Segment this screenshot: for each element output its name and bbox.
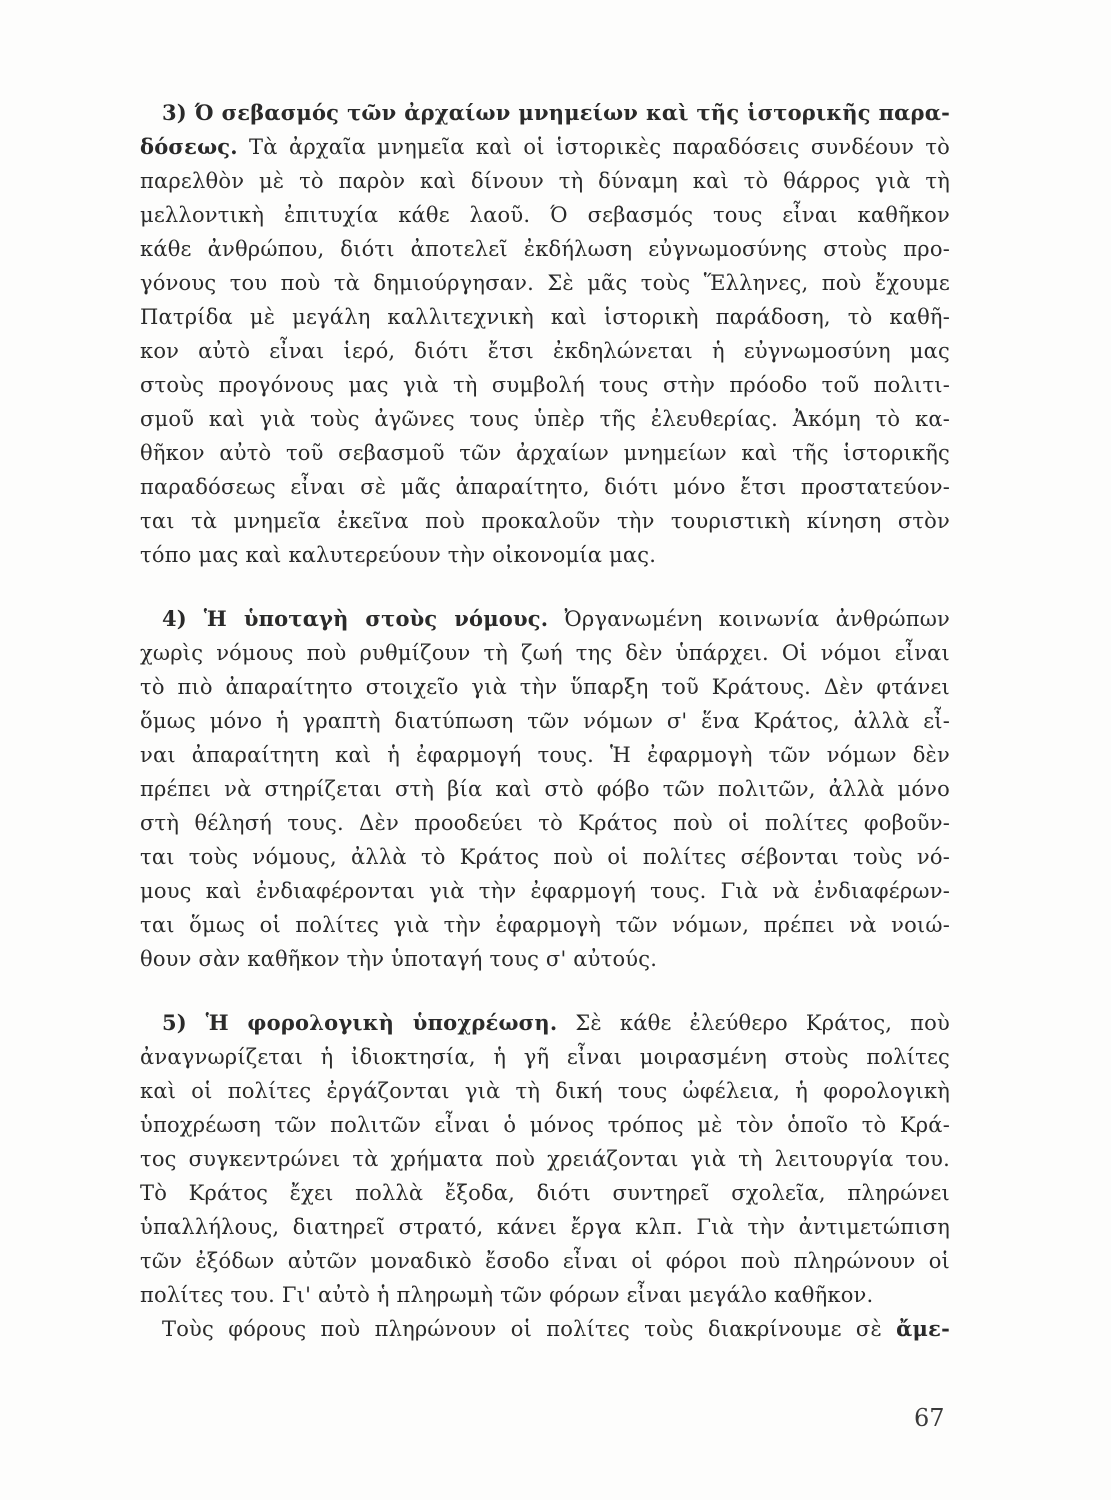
text-line — [140, 1142, 950, 1176]
body-text-segment: τῶν ἐξόδων αὐτῶν μοναδικὸ ἔσοδο εἶναι οἱ φόροι ποὺ πληρώνουν οἱ — [140, 1249, 950, 1273]
text-line — [140, 232, 950, 266]
body-text-segment: ὑπαλλήλους, διατηρεῖ στρατό, κάνει ἔργα κλπ. Γιὰ τὴν ἀντιμετώπιση — [140, 1215, 950, 1239]
text-line — [140, 300, 950, 334]
body-text-segment: στοὺς προγόνους μας γιὰ τὴ συμβολή τους στὴν πρόοδο τοῦ πολιτι- — [140, 373, 950, 397]
page-number: 67 — [914, 1404, 945, 1432]
text-line — [140, 402, 950, 436]
text-line — [140, 670, 950, 704]
text-line — [140, 1312, 950, 1346]
section-3 — [140, 96, 950, 572]
body-text-segment: ὅμως μόνο ἡ γραπτὴ διατύπωση τῶν νόμων σ' ἕνα Κράτος, ἀλλὰ εἶ- — [140, 709, 950, 733]
body-text-segment: Ὀργανωμένη κοινωνία ἀνθρώπων — [548, 607, 950, 631]
text-line — [140, 840, 950, 874]
body-text-segment: ὑποχρέωση τῶν πολιτῶν εἶναι ὁ μόνος τρόπος μὲ τὸν ὁποῖο τὸ Κρά- — [140, 1113, 950, 1137]
body-text-segment: ται τοὺς νόμους, ἀλλὰ τὸ Κράτος ποὺ οἱ πολίτες σέβονται τοὺς νό- — [140, 845, 950, 869]
body-text-segment: καὶ οἱ πολίτες ἐργάζονται γιὰ τὴ δική τους ὠφέλεια, ἡ φορολογικὴ — [140, 1079, 950, 1103]
body-text-segment: θουν σὰν καθῆκον τὴν ὑποταγή τους σ' αὐτούς. — [140, 947, 658, 971]
section-5 — [140, 1006, 950, 1346]
body-text-segment: ται ὅμως οἱ πολίτες γιὰ τὴν ἐφαρμογὴ τῶν νόμων, πρέπει νὰ νοιώ- — [140, 913, 950, 937]
body-text-segment: σμοῦ καὶ γιὰ τοὺς ἀγῶνες τους ὑπὲρ τῆς ἐλευθερίας. Ἀκόμη τὸ κα- — [140, 407, 950, 431]
body-text-segment: χωρὶς νόμους ποὺ ρυθμίζουν τὴ ζωή της δὲν ὑπάρχει. Οἱ νόμοι εἶναι — [140, 641, 950, 665]
text-line — [140, 806, 950, 840]
section-gap — [140, 976, 950, 1006]
bold-heading-text: ἄμε- — [896, 1316, 950, 1341]
bold-heading-text: 4) Ἡ ὑποταγὴ στοὺς νόμους. — [162, 606, 549, 631]
text-line — [140, 908, 950, 942]
body-text-segment: ναι ἀπαραίτητη καὶ ἡ ἐφαρμογή τους. Ἡ ἐφαρμογὴ τῶν νόμων δὲν — [140, 743, 950, 767]
body-text-segment: τος συγκεντρώνει τὰ χρήματα ποὺ χρειάζονται γιὰ τὴ λειτουργία του. — [140, 1147, 950, 1171]
body-text-segment: Πατρίδα μὲ μεγάλη καλλιτεχνικὴ καὶ ἱστορικὴ παράδοση, τὸ καθῆ- — [140, 305, 950, 329]
bold-heading-text: 3) Ό σεβασμός τῶν ἀρχαίων μνημείων καὶ τῆς ἱστορικῆς παρα- — [162, 100, 950, 125]
body-text-segment: τόπο μας καὶ καλυτερεύουν τὴν οἰκονομία μας. — [140, 543, 657, 567]
body-text-segment: παραδόσεως εἶναι σὲ μᾶς ἀπαραίτητο, διότι μόνο ἔτσι προστατεύον- — [140, 475, 950, 499]
text-line — [140, 504, 950, 538]
text-line — [140, 704, 950, 738]
text-line — [140, 164, 950, 198]
text-line — [140, 1176, 950, 1210]
body-text-segment: πρέπει νὰ στηρίζεται στὴ βία καὶ στὸ φόβο τῶν πολιτῶν, ἀλλὰ μόνο — [140, 777, 950, 801]
body-text-segment: θῆκον αὐτὸ τοῦ σεβασμοῦ τῶν ἀρχαίων μνημείων καὶ τῆς ἱστορικῆς — [140, 441, 950, 465]
text-line — [140, 1040, 950, 1074]
body-text-segment: Τοὺς φόρους ποὺ πληρώνουν οἱ πολίτες τοὺς διακρίνουμε σὲ — [162, 1317, 897, 1341]
text-line — [140, 368, 950, 402]
body-text-segment: Τὰ ἀρχαῖα μνημεῖα καὶ οἱ ἱστορικὲς παραδόσεις συνδέουν τὸ — [237, 135, 950, 159]
body-text-segment: στὴ θέλησή τους. Δὲν προοδεύει τὸ Κράτος ποὺ οἱ πολίτες φοβοῦν- — [140, 811, 950, 835]
body-text-segment: μελλοντικὴ ἐπιτυχία κάθε λαοῦ. Ό σεβασμός τους εἶναι καθῆκον — [140, 203, 950, 227]
text-line — [140, 1006, 950, 1040]
text-line — [140, 1108, 950, 1142]
text-line — [140, 772, 950, 806]
text-line — [140, 130, 950, 164]
text-line — [140, 470, 950, 504]
section-4 — [140, 602, 950, 976]
body-text-segment: ται τὰ μνημεῖα ἐκεῖνα ποὺ προκαλοῦν τὴν τουριστικὴ κίνηση στὸν — [140, 509, 950, 533]
body-text-segment: ἀναγνωρίζεται ἡ ἰδιοκτησία, ἡ γῆ εἶναι μοιρασμένη στοὺς πολίτες — [140, 1045, 950, 1069]
text-line — [140, 538, 950, 572]
text-line — [140, 266, 950, 300]
body-text-segment: γόνους του ποὺ τὰ δημιούργησαν. Σὲ μᾶς τοὺς Ἕλληνες, ποὺ ἔχουμε — [140, 271, 950, 295]
text-line — [140, 602, 950, 636]
text-line — [140, 942, 950, 976]
bold-heading-text: δόσεως. — [140, 134, 238, 159]
body-text-segment: Σὲ κάθε ἐλεύθερο Κράτος, ποὺ — [557, 1011, 950, 1035]
text-line — [140, 1210, 950, 1244]
text-line — [140, 436, 950, 470]
body-text-segment: μους καὶ ἐνδιαφέρονται γιὰ τὴν ἐφαρμογή τους. Γιὰ νὰ ἐνδιαφέρων- — [140, 879, 950, 903]
text-line — [140, 96, 950, 130]
text-line — [140, 636, 950, 670]
body-text-segment: παρελθὸν μὲ τὸ παρὸν καὶ δίνουν τὴ δύναμη καὶ τὸ θάρρος γιὰ τὴ — [140, 169, 950, 193]
body-text — [140, 96, 950, 1346]
text-line — [140, 874, 950, 908]
text-line — [140, 1278, 950, 1312]
text-line — [140, 198, 950, 232]
bold-heading-text: 5) Ἡ φορολογικὴ ὑποχρέωση. — [162, 1010, 558, 1035]
body-text-segment: τὸ πιὸ ἀπαραίτητο στοιχεῖο γιὰ τὴν ὕπαρξη τοῦ Κράτους. Δὲν φτάνει — [140, 675, 950, 699]
body-text-segment: κάθε ἀνθρώπου, διότι ἀποτελεῖ ἐκδήλωση εὐγνωμοσύνης στοὺς προ- — [140, 237, 950, 261]
body-text-segment: κον αὐτὸ εἶναι ἱερό, διότι ἔτσι ἐκδηλώνεται ἡ εὐγνωμοσύνη μας — [140, 339, 950, 363]
text-line — [140, 334, 950, 368]
section-gap — [140, 572, 950, 602]
text-line — [140, 1074, 950, 1108]
body-text-segment: πολίτες του. Γι' αὐτὸ ἡ πληρωμὴ τῶν φόρων εἶναι μεγάλο καθῆκον. — [140, 1283, 874, 1307]
text-line — [140, 1244, 950, 1278]
text-line — [140, 738, 950, 772]
body-text-segment: Τὸ Κράτος ἔχει πολλὰ ἔξοδα, διότι συντηρεῖ σχολεῖα, πληρώνει — [140, 1181, 950, 1205]
